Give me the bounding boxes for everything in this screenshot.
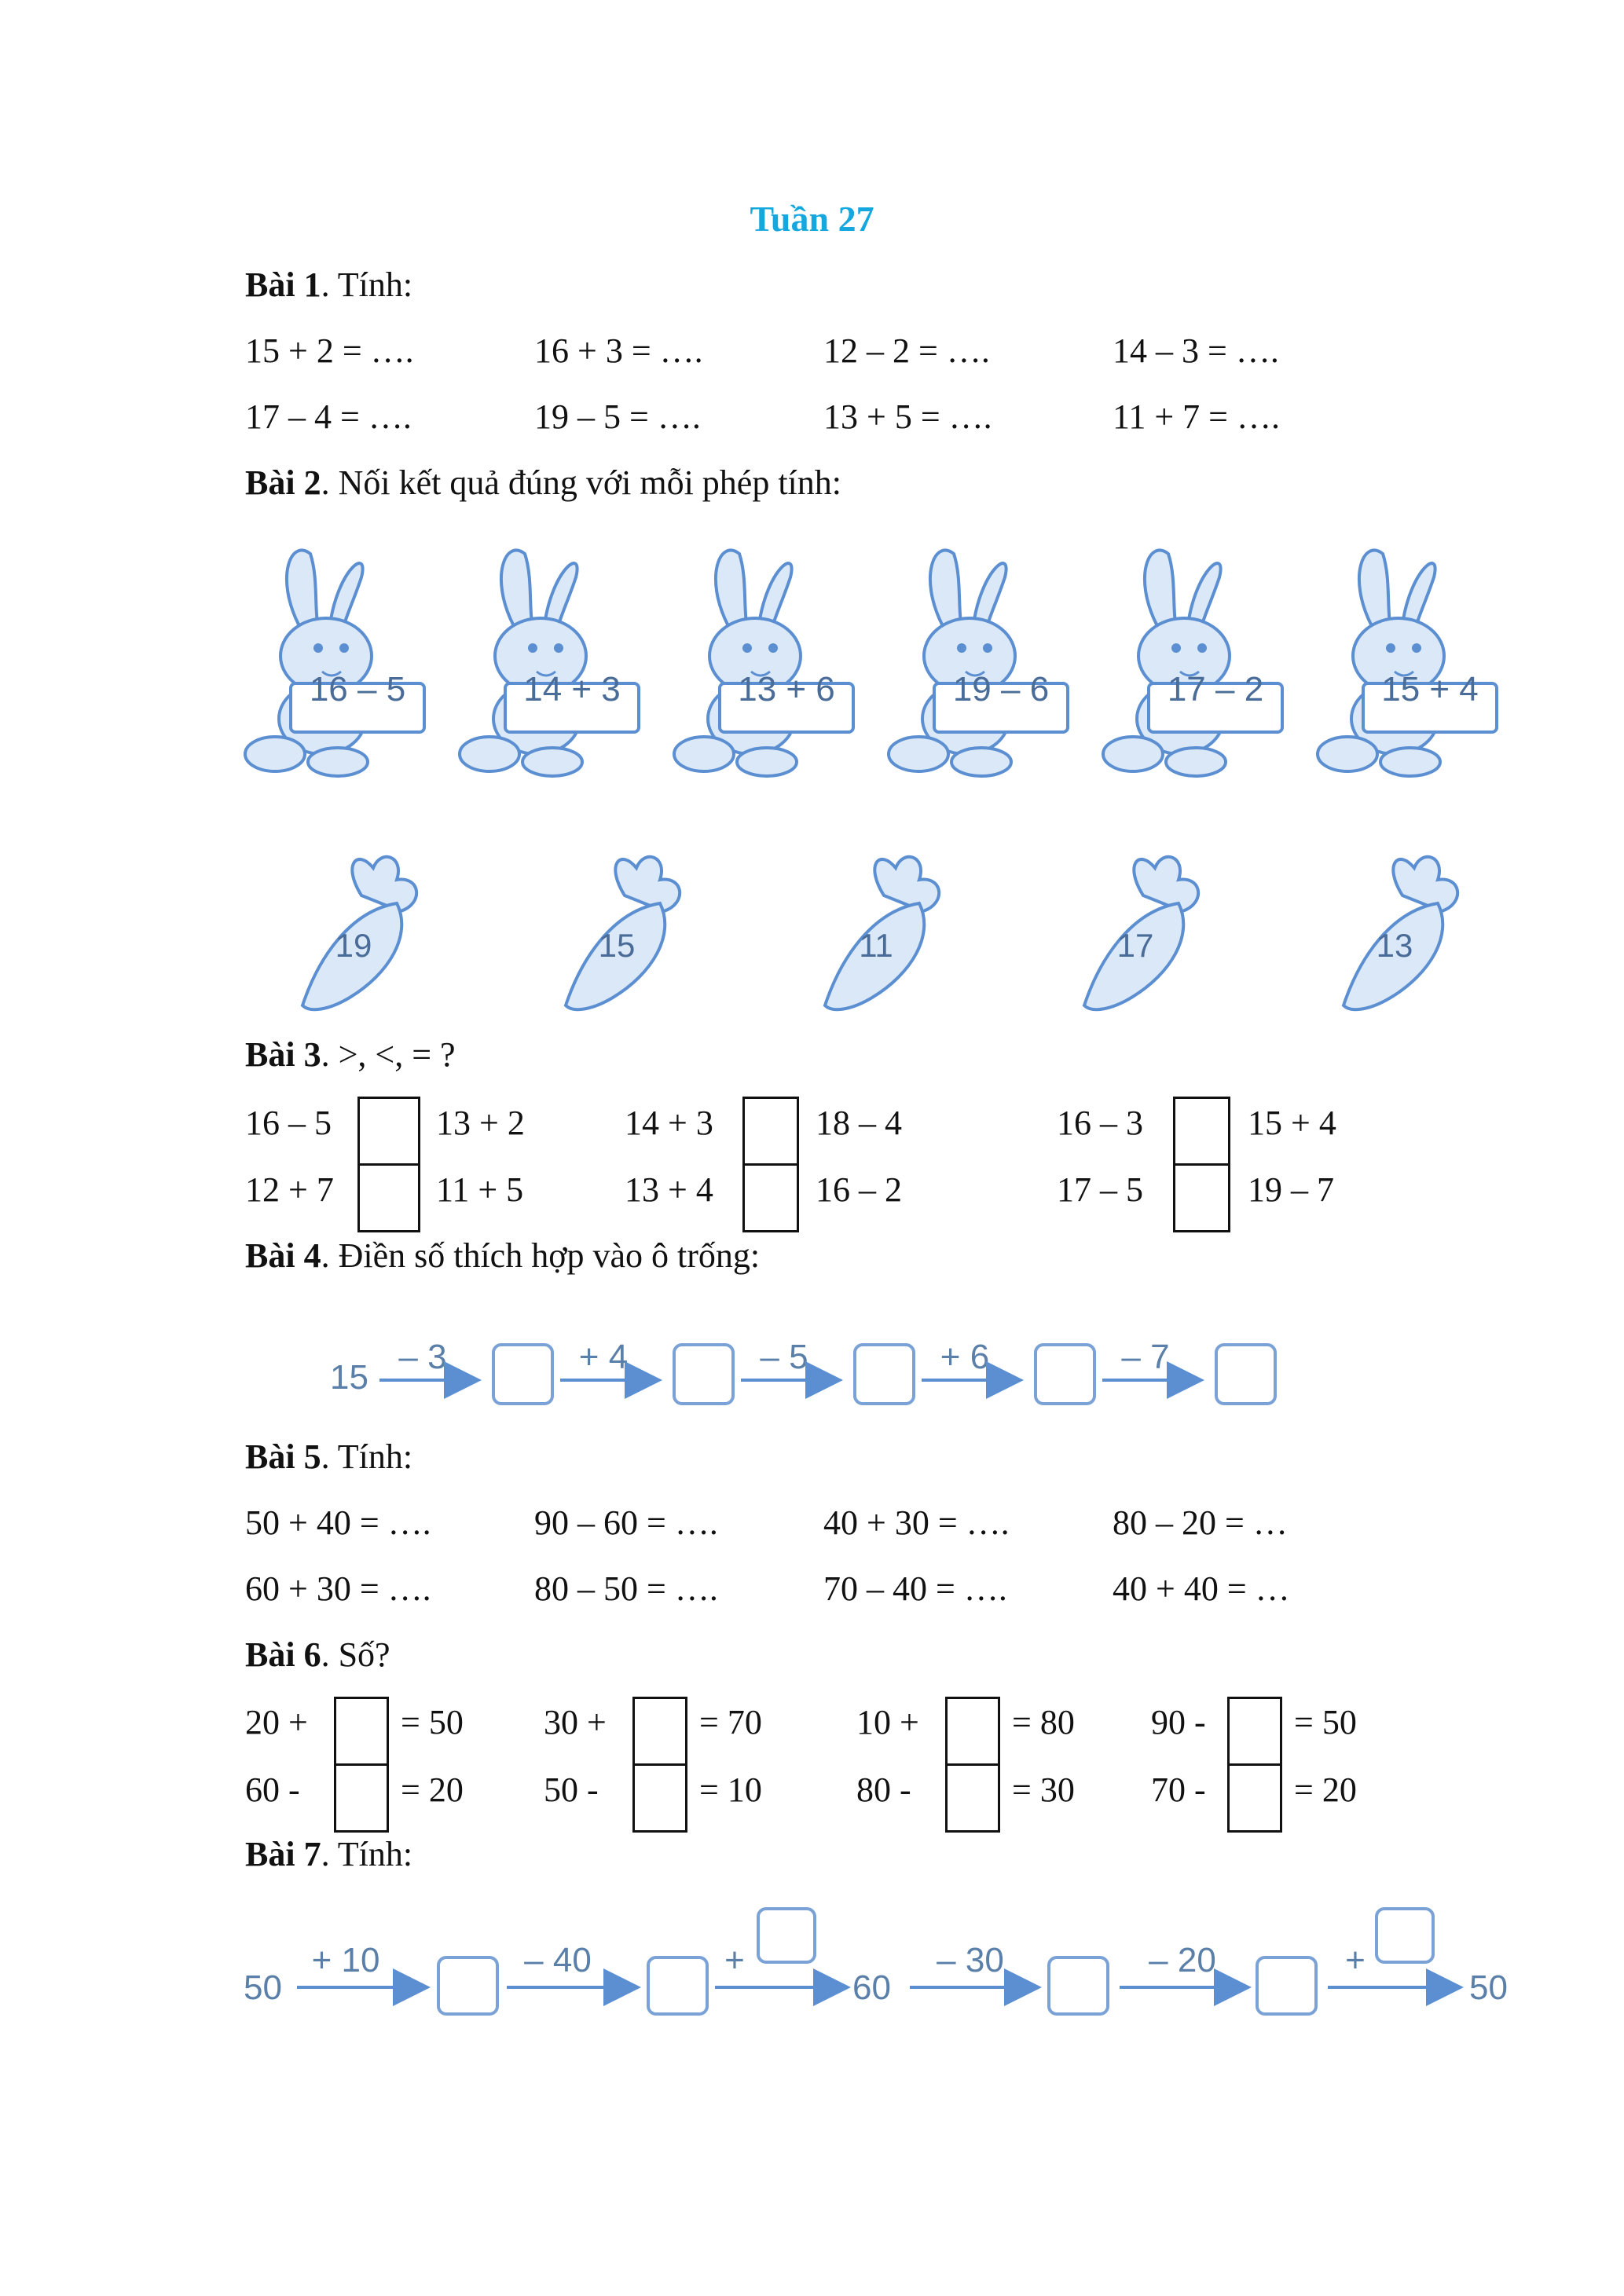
bai6-left: 80 -: [856, 1771, 911, 1809]
rabbit-label: 17 – 2: [1167, 670, 1264, 709]
bai3-left: 16 – 5: [245, 1104, 332, 1142]
bai6-left: 50 -: [544, 1771, 599, 1809]
bai3-right: 15 + 4: [1248, 1104, 1336, 1142]
rabbit-6: [1318, 551, 1497, 776]
bai7-value: 60: [852, 1968, 891, 2007]
bai6-right: = 50: [1294, 1703, 1357, 1741]
bai6-left: 90 -: [1151, 1703, 1206, 1741]
bai6-instruction: . Số?: [321, 1635, 390, 1674]
bai3-instruction: . >, <, = ?: [321, 1035, 456, 1074]
rabbit-label: 15 + 4: [1381, 670, 1479, 709]
bai6-left: 60 -: [245, 1771, 300, 1809]
bai1-expr: 19 – 5 = ….: [534, 397, 701, 436]
bai6-left: 30 +: [544, 1703, 607, 1741]
bai7-start: 50: [244, 1968, 282, 2007]
bai7-answer-box[interactable]: [758, 1909, 815, 1962]
bai6-answer-box[interactable]: [632, 1763, 687, 1833]
bai6-answer-box[interactable]: [334, 1763, 389, 1833]
bai4-answer-box[interactable]: [1036, 1345, 1094, 1404]
bai5-expr: 40 + 30 = ….: [823, 1503, 1010, 1542]
bai7-answer-box[interactable]: [1377, 1909, 1433, 1962]
bai1-expr: 15 + 2 = ….: [245, 331, 414, 370]
bai4-op: – 7: [1121, 1338, 1170, 1376]
bai4-instruction: . Điền số thích hợp vào ô trống:: [321, 1236, 761, 1275]
bai6-left: 10 +: [856, 1703, 919, 1741]
bai7-answer-box[interactable]: [438, 1957, 497, 2014]
bai6-label: Bài 6: [245, 1635, 321, 1674]
bai4-op: + 6: [940, 1338, 990, 1376]
bai3-label: Bài 3: [245, 1035, 321, 1074]
bai7-op: +: [724, 1941, 745, 1979]
bai2-label: Bài 2: [245, 463, 321, 502]
bai3-left: 12 + 7: [245, 1170, 334, 1209]
bai6-right: = 20: [1294, 1771, 1357, 1809]
bai4-op: – 5: [760, 1338, 808, 1376]
bai7-op: – 20: [1149, 1941, 1216, 1979]
bai3-heading: [245, 1035, 456, 1075]
bai3-left: 17 – 5: [1057, 1170, 1143, 1209]
rabbit-4: [889, 551, 1068, 776]
bai7-instruction: . Tính:: [321, 1835, 413, 1873]
bai6-right: = 20: [401, 1771, 464, 1809]
bai3-compare-box[interactable]: [1173, 1097, 1230, 1166]
bai6-heading: [245, 1635, 390, 1675]
bai4-answer-box[interactable]: [493, 1345, 552, 1404]
carrot-label: 11: [859, 927, 893, 964]
bai7-op: + 10: [311, 1941, 380, 1979]
bai7-answer-box[interactable]: [1049, 1957, 1108, 2014]
bai4-label: Bài 4: [245, 1236, 321, 1275]
bai5-instruction: . Tính:: [321, 1437, 413, 1476]
rabbit-2: [460, 551, 639, 776]
bai3-compare-box[interactable]: [357, 1097, 420, 1166]
bai6-left: 20 +: [245, 1703, 308, 1741]
bai4-answer-box[interactable]: [855, 1345, 914, 1404]
bai7-label: Bài 7: [245, 1835, 321, 1873]
rabbit-1: [245, 551, 424, 776]
bai6-right: = 80: [1012, 1703, 1075, 1741]
bai6-right: = 10: [699, 1771, 762, 1809]
bai7-op: – 40: [524, 1941, 592, 1979]
bai1-instruction: . Tính:: [321, 265, 413, 304]
bai5-expr: 60 + 30 = ….: [245, 1569, 431, 1608]
bai7-op: – 30: [937, 1941, 1004, 1979]
bai6-answer-box[interactable]: [1227, 1697, 1282, 1766]
bai1-expr: 12 – 2 = ….: [823, 331, 990, 370]
rabbit-label: 16 – 5: [309, 670, 406, 709]
bai3-left: 13 + 4: [625, 1170, 713, 1209]
bai6-answer-box[interactable]: [945, 1763, 1000, 1833]
bai5-heading: [245, 1437, 412, 1477]
bai7-answer-box[interactable]: [1257, 1957, 1316, 2014]
bai5-expr: 70 – 40 = ….: [823, 1569, 1007, 1608]
bai7-answer-box[interactable]: [648, 1957, 707, 2014]
bai1-expr: 17 – 4 = ….: [245, 397, 412, 436]
bai6-answer-box[interactable]: [632, 1697, 687, 1766]
bai5-expr: 40 + 40 = …: [1113, 1569, 1290, 1608]
bai1-expr: 14 – 3 = ….: [1113, 331, 1279, 370]
bai4-answer-box[interactable]: [674, 1345, 733, 1404]
carrot-label: 19: [335, 927, 372, 964]
bai1-expr: 11 + 7 = ….: [1113, 397, 1280, 436]
bai4-heading: [245, 1236, 760, 1276]
bai5-expr: 50 + 40 = ….: [245, 1503, 431, 1542]
rabbit-label: 14 + 3: [523, 670, 621, 709]
bai3-left: 14 + 3: [625, 1104, 713, 1142]
rabbit-label: 19 – 6: [952, 670, 1050, 709]
bai6-answer-box[interactable]: [334, 1697, 389, 1766]
bai4-start: 15: [330, 1358, 368, 1397]
rabbit-label: 13 + 6: [738, 670, 835, 709]
bai5-expr: 80 – 50 = ….: [534, 1569, 718, 1608]
bai4-op: – 3: [398, 1338, 447, 1376]
bai3-right: 18 – 4: [816, 1104, 902, 1142]
bai3-right: 19 – 7: [1248, 1170, 1334, 1209]
bai6-left: 70 -: [1151, 1771, 1206, 1809]
bai1-expr: 16 + 3 = ….: [534, 331, 703, 370]
bai3-right: 11 + 5: [436, 1170, 524, 1209]
bai3-compare-box[interactable]: [1173, 1163, 1230, 1232]
bai5-label: Bài 5: [245, 1437, 321, 1476]
bai5-expr: 80 – 20 = …: [1113, 1503, 1288, 1542]
bai3-right: 16 – 2: [816, 1170, 902, 1209]
bai3-right: 13 + 2: [436, 1104, 525, 1142]
bai6-right: = 50: [401, 1703, 464, 1741]
bai7-end: 50: [1469, 1968, 1508, 2007]
bai6-right: = 70: [699, 1703, 762, 1741]
bai4-op: + 4: [578, 1338, 629, 1376]
bai1-label: Bài 1: [245, 265, 321, 304]
rabbit-5: [1103, 551, 1282, 776]
bai7-op: +: [1345, 1941, 1366, 1979]
bai7-heading: [245, 1835, 412, 1874]
bai3-compare-box[interactable]: [742, 1163, 799, 1232]
bai4-answer-box[interactable]: [1216, 1345, 1275, 1404]
bai1-expr: 13 + 5 = ….: [823, 397, 992, 436]
bai2-instruction: . Nối kết quả đúng với mỗi phép tính:: [321, 463, 842, 502]
bai6-answer-box[interactable]: [945, 1697, 1000, 1766]
carrot-label: 13: [1376, 927, 1413, 964]
bai3-compare-box[interactable]: [742, 1097, 799, 1166]
bai5-expr: 90 – 60 = ….: [534, 1503, 718, 1542]
bai6-right: = 30: [1012, 1771, 1075, 1809]
bai6-answer-box[interactable]: [1227, 1763, 1282, 1833]
carrot-label: 15: [598, 927, 636, 964]
carrot-label: 17: [1116, 927, 1154, 964]
rabbit-3: [674, 551, 853, 776]
page-title: Tuần 27: [750, 199, 874, 239]
bai3-left: 16 – 3: [1057, 1104, 1143, 1142]
bai3-compare-box[interactable]: [357, 1163, 420, 1232]
